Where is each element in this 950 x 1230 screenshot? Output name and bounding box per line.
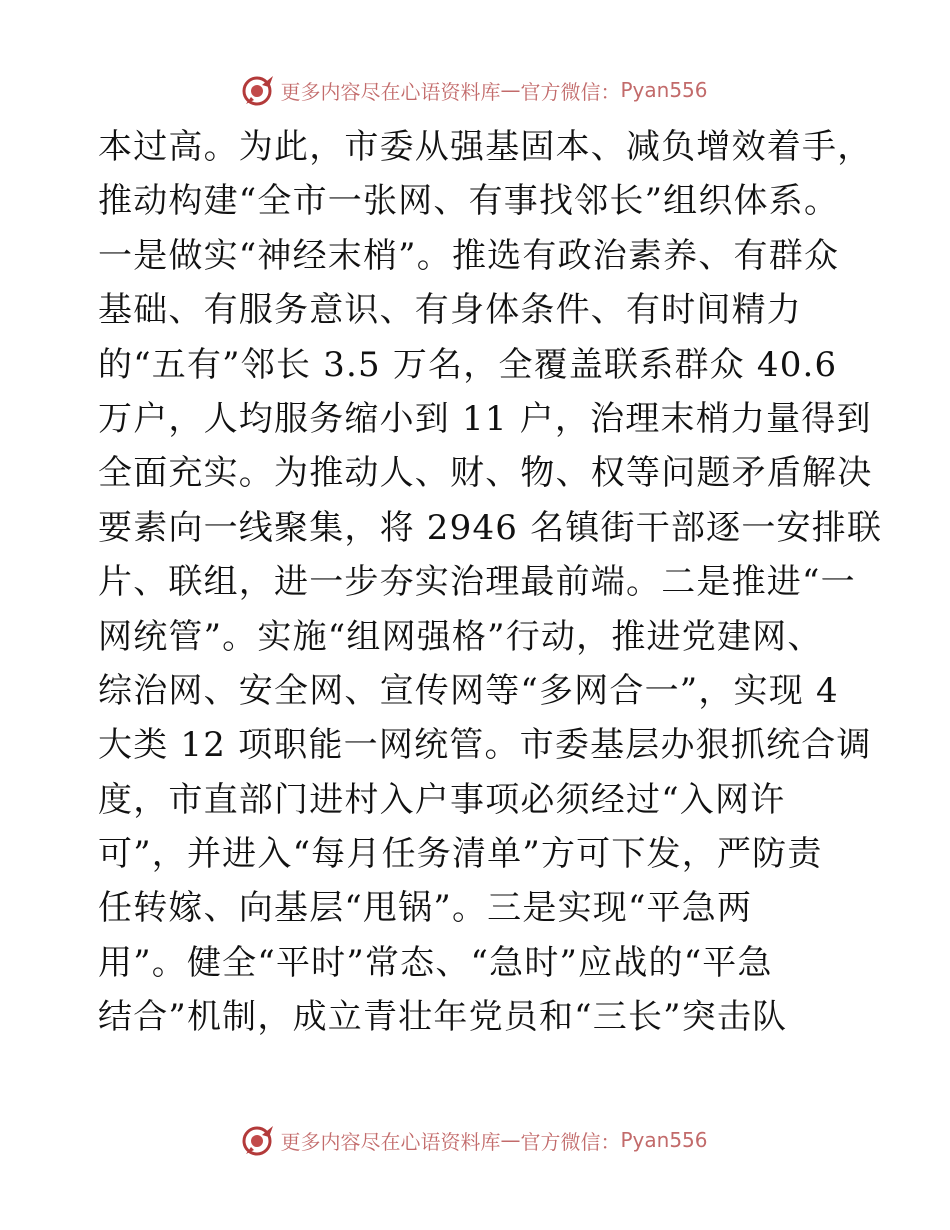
text-line: 片、联组，进一步夯实治理最前端。二是推进“一 — [98, 562, 856, 603]
body-paragraph — [98, 120, 883, 1045]
text-line: 大类 12 项职能一网统管。市委基层办狠抓统合调 — [98, 725, 872, 766]
text-line: 基础、有服务意识、有身体条件、有时间精力 — [98, 290, 802, 331]
header-banner — [0, 70, 950, 110]
text-line: 全面充实。为推动人、财、物、权等问题矛盾解决 — [98, 453, 873, 494]
text-line: 可”，并进入“每月任务清单”方可下发，严防责 — [98, 834, 823, 875]
footer-wechat-id: Pyan556 — [620, 1128, 708, 1152]
header-brand-text: 更多内容尽在心语资料库 — [280, 79, 501, 104]
footer-brand-text: 更多内容尽在心语资料库 — [280, 1129, 501, 1154]
header-separator: — — [500, 78, 521, 102]
header-wechat-id: Pyan556 — [620, 78, 708, 102]
footer-banner — [0, 1120, 950, 1160]
text-line: 综治网、安全网、宣传网等“多网合一”，实现 4 — [98, 670, 839, 711]
text-line: 结合”机制，成立青壮年党员和“三长”突击队 — [98, 997, 788, 1038]
brand-logo-icon — [242, 1123, 276, 1157]
header-wechat-label: 官方微信： — [520, 79, 621, 104]
text-line: 一是做实“神经末梢”。推选有政治素养、有群众 — [98, 235, 840, 276]
text-line: 本过高。为此，市委从强基固本、减负增效着手， — [98, 127, 873, 167]
text-line: 万户，人均服务缩小到 11 户，治理末梢力量得到 — [98, 398, 872, 439]
text-line: 推动构建“全市一张网、有事找邻长”组织体系。 — [98, 181, 840, 222]
text-line: 的“五有”邻长 3.5 万名，全覆盖联系群众 40.6 — [98, 344, 838, 385]
text-line: 要素向一线聚集，将 2946 名镇街干部逐一安排联 — [98, 507, 883, 548]
text-line: 任转嫁、向基层“甩锅”。三是实现“平急两 — [98, 888, 753, 929]
text-line: 用”。健全“平时”常态、“急时”应战的“平急 — [98, 942, 773, 983]
footer-wechat-label: 官方微信： — [520, 1129, 621, 1154]
text-line: 度，市直部门进村入户事项必须经过“入网许 — [98, 779, 786, 820]
footer-separator: — — [500, 1128, 521, 1152]
brand-logo-icon — [242, 73, 276, 107]
text-line: 网统管”。实施“组网强格”行动，推进党建网、 — [98, 616, 823, 657]
